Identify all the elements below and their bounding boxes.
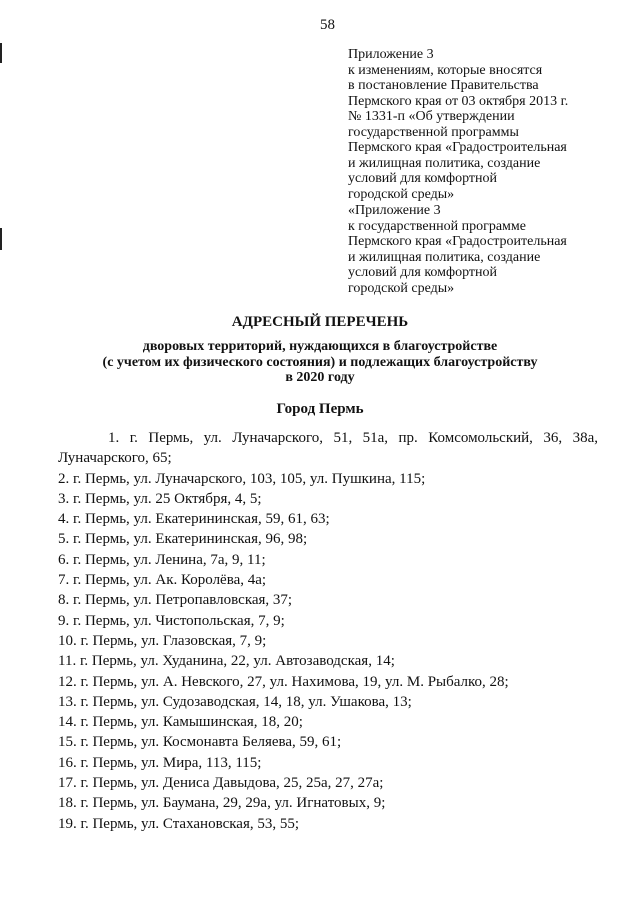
subtitle-line: в 2020 году	[285, 370, 355, 385]
address-item: 18. г. Пермь, ул. Баумана, 29, 29а, ул. Игнатовых, 9;	[58, 795, 386, 812]
subtitle-line: (с учетом их физического состояния) и подлежащих благоустройству	[102, 354, 538, 370]
appendix-line: к государственной программе	[348, 218, 526, 234]
appendix-program-block	[348, 203, 567, 296]
page-number: 58	[320, 17, 335, 33]
address-item: 4. г. Пермь, ул. Екатерининская, 59, 61, 63;	[58, 511, 330, 528]
appendix-line: городской среды»	[348, 186, 455, 202]
address-item: 16. г. Пермь, ул. Мира, 113, 115;	[58, 754, 262, 771]
appendix-line: Пермского края от 03 октября 2013 г.	[348, 93, 569, 109]
address-item	[58, 428, 598, 469]
address-text: 1. г. Пермь, ул. Луначарского, 51, 51а, пр. Комсомольский, 36, 38а,	[108, 430, 598, 446]
address-item: 2. г. Пермь, ул. Луначарского, 103, 105, ул. Пушкина, 115;	[58, 470, 426, 487]
appendix-line: в постановление Правительства	[348, 78, 539, 93]
address-list	[58, 428, 598, 834]
scan-edge-mark	[0, 43, 2, 63]
appendix-line: условий для комфортной	[348, 171, 498, 186]
address-item: 8. г. Пермь, ул. Петропавловская, 37;	[58, 592, 293, 609]
address-item: 15. г. Пермь, ул. Космонавта Беляева, 59, 61;	[58, 734, 342, 751]
address-item: 3. г. Пермь, ул. 25 Октября, 4, 5;	[58, 490, 262, 507]
document-title: АДРЕСНЫЙ ПЕРЕЧЕНЬ	[231, 314, 409, 330]
address-item: 17. г. Пермь, ул. Дениса Давыдова, 25, 25а, 27, 27а;	[58, 775, 384, 792]
appendix-line: к изменениям, которые вносятся	[348, 62, 543, 78]
address-item: 13. г. Пермь, ул. Судозаводская, 14, 18, ул. Ушакова, 13;	[58, 693, 412, 710]
appendix-line: городской среды»	[348, 280, 455, 296]
address-item: 7. г. Пермь, ул. Ак. Королёва, 4а;	[58, 572, 267, 589]
address-item: 9. г. Пермь, ул. Чистопольская, 7, 9;	[58, 612, 285, 629]
address-item: 19. г. Пермь, ул. Стахановская, 53, 55;	[58, 815, 300, 832]
appendix-line: Приложение 3	[348, 47, 434, 62]
appendix-line: Пермского края «Градостроительная	[348, 234, 567, 249]
address-item: 14. г. Пермь, ул. Камышинская, 18, 20;	[58, 714, 303, 731]
address-item: 12. г. Пермь, ул. А. Невского, 27, ул. Нахимова, 19, ул. М. Рыбалко, 28;	[58, 673, 509, 690]
address-item: 10. г. Пермь, ул. Глазовская, 7, 9;	[58, 632, 267, 649]
address-text-continued: Луначарского, 65;	[58, 450, 172, 467]
appendix-line: Пермского края «Градостроительная	[348, 140, 567, 155]
appendix-line: № 1331-п «Об утверждении	[348, 109, 515, 124]
appendix-line: «Приложение 3	[348, 203, 441, 218]
city-heading: Город Пермь	[276, 401, 364, 417]
appendix-amendment-block	[348, 47, 568, 202]
document-subtitle	[0, 339, 640, 386]
address-item: 5. г. Пермь, ул. Екатерининская, 96, 98;	[58, 531, 308, 548]
appendix-line: и жилищная политика, создание	[348, 155, 541, 171]
address-item: 11. г. Пермь, ул. Худанина, 22, ул. Автозаводская, 14;	[58, 653, 395, 670]
address-item: 6. г. Пермь, ул. Ленина, 7а, 9, 11;	[58, 551, 266, 568]
appendix-line: и жилищная политика, создание	[348, 249, 541, 265]
appendix-line: государственной программы	[348, 124, 519, 140]
appendix-line: условий для комфортной	[348, 265, 498, 280]
subtitle-line: дворовых территорий, нуждающихся в благоустройстве	[142, 339, 498, 354]
scan-edge-mark	[0, 228, 2, 250]
